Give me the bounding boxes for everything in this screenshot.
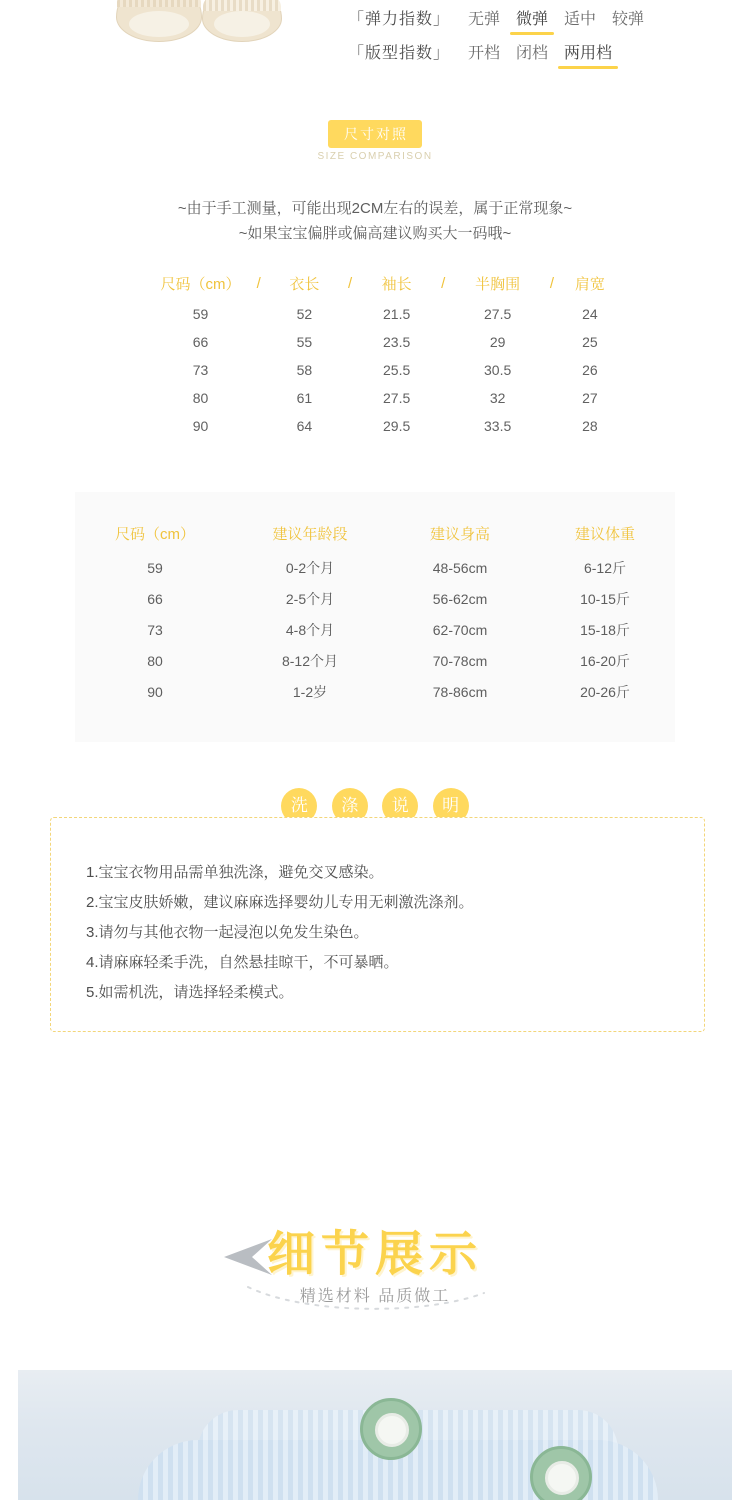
table-row bbox=[150, 412, 620, 440]
cell-length: 52 bbox=[296, 306, 313, 322]
cell-shoulder: 25 bbox=[582, 334, 598, 350]
measurement-header-size: 尺码（cm） bbox=[160, 275, 241, 293]
cell-weight: 6-12斤 bbox=[583, 559, 627, 576]
cell-age: 0-2个月 bbox=[285, 559, 335, 576]
recommendation-header-weight: 建议体重 bbox=[574, 525, 635, 543]
measurement-separator: / bbox=[549, 274, 555, 292]
cell-halfbust: 29 bbox=[489, 334, 506, 350]
photo-snap-button bbox=[530, 1446, 592, 1500]
cell-weight: 16-20斤 bbox=[580, 652, 630, 669]
cell-shoulder: 28 bbox=[582, 418, 598, 434]
table-row bbox=[75, 676, 675, 707]
table-row bbox=[150, 300, 620, 328]
cell-halfbust: 30.5 bbox=[484, 362, 512, 378]
pattern-option-0[interactable]: 开档 bbox=[468, 44, 501, 62]
measurement-notes bbox=[0, 196, 750, 246]
elasticity-option-3[interactable]: 较弹 bbox=[612, 10, 645, 28]
cell-halfbust: 33.5 bbox=[484, 418, 512, 434]
list-item: 3.请勿与其他衣物一起浸泡以免发生染色。 bbox=[86, 924, 369, 941]
top-strip bbox=[0, 0, 750, 78]
cell-sleeve: 25.5 bbox=[383, 362, 411, 378]
measurement-separator: / bbox=[441, 274, 446, 292]
elasticity-option-1[interactable]: 微弹 bbox=[508, 6, 556, 29]
cell-weight: 20-26斤 bbox=[580, 683, 630, 700]
cell-sleeve: 29.5 bbox=[383, 418, 411, 434]
cell-height: 62-70cm bbox=[432, 621, 488, 638]
measurement-note-1: ~由于手工测量，可能出现2CM左右的误差，属于正常现象~ bbox=[177, 200, 573, 217]
shoe-toe bbox=[129, 11, 190, 37]
measurement-note-2: ~如果宝宝偏胖或偏高建议购买大一码哦~ bbox=[238, 225, 512, 242]
elasticity-option-0[interactable]: 无弹 bbox=[468, 10, 501, 28]
recommendation-header-height: 建议身高 bbox=[429, 525, 490, 543]
shoe-left bbox=[116, 0, 202, 42]
cell-sleeve: 27.5 bbox=[383, 390, 411, 406]
cell-weight: 15-18斤 bbox=[580, 621, 630, 638]
cell-age: 4-8个月 bbox=[285, 621, 335, 638]
size-comparison-badge: 尺寸对照 bbox=[328, 120, 422, 148]
list-item: 4.请麻麻轻柔手洗，自然悬挂晾干，不可暴晒。 bbox=[86, 954, 399, 971]
recommendation-table-header bbox=[75, 514, 675, 552]
recommendation-table bbox=[75, 514, 675, 707]
cell-size: 59 bbox=[192, 306, 209, 322]
cell-height: 48-56cm bbox=[432, 559, 488, 576]
table-row bbox=[150, 356, 620, 384]
recommendation-header-age: 建议年龄段 bbox=[272, 525, 348, 543]
pattern-option-1[interactable]: 闭档 bbox=[516, 44, 549, 62]
size-comparison-heading bbox=[0, 120, 750, 162]
measurement-separator: / bbox=[256, 274, 261, 292]
photo-snap-button-inner bbox=[545, 1461, 579, 1495]
cell-shoulder: 24 bbox=[582, 306, 598, 322]
table-row bbox=[75, 645, 675, 676]
shoe-toe bbox=[214, 11, 270, 37]
cell-shoulder: 26 bbox=[582, 362, 598, 378]
cell-size: 80 bbox=[147, 652, 163, 669]
detail-display-subtitle: 精选材料 品质做工 bbox=[299, 1288, 451, 1305]
pattern-option-2[interactable]: 两用档 bbox=[556, 40, 620, 63]
detail-display-title: 细节展示 bbox=[266, 1228, 483, 1281]
wash-instructions-box bbox=[50, 817, 705, 1032]
cell-halfbust: 32 bbox=[489, 390, 506, 406]
cell-height: 56-62cm bbox=[432, 590, 488, 607]
list-item: 1.宝宝衣物用品需单独洗涤，避免交叉感染。 bbox=[86, 864, 384, 881]
size-comparison-badge-sub: SIZE COMPARISON bbox=[317, 151, 433, 162]
cell-length: 61 bbox=[296, 390, 313, 406]
baby-clothing-detail-photo bbox=[18, 1370, 732, 1500]
table-row bbox=[75, 614, 675, 645]
wash-title-char-4: 明 bbox=[433, 788, 469, 824]
cell-length: 64 bbox=[296, 418, 313, 434]
shoe-rib bbox=[117, 0, 201, 7]
cell-length: 58 bbox=[296, 362, 313, 378]
table-row bbox=[150, 328, 620, 356]
measurement-header-sleeve: 袖长 bbox=[381, 275, 412, 293]
wash-instructions-list bbox=[86, 858, 686, 1008]
wash-title-char-2: 涤 bbox=[332, 788, 368, 824]
list-item: 2.宝宝皮肤娇嫩，建议麻麻选择婴幼儿专用无刺激洗涤剂。 bbox=[86, 894, 474, 911]
table-row bbox=[75, 583, 675, 614]
photo-snap-button-inner bbox=[375, 1413, 409, 1447]
index-label-pattern: 「版型指数」 bbox=[348, 44, 451, 62]
measurement-header-length: 衣长 bbox=[289, 275, 320, 293]
recommendation-table-panel bbox=[75, 492, 675, 742]
cell-age: 1-2岁 bbox=[292, 683, 328, 700]
recommendation-header-size: 尺码（cm） bbox=[115, 525, 195, 543]
cell-height: 70-78cm bbox=[432, 652, 488, 669]
cell-sleeve: 21.5 bbox=[383, 306, 411, 322]
measurement-table-header bbox=[150, 266, 620, 300]
index-rows bbox=[348, 0, 738, 68]
index-label-elasticity: 「弹力指数」 bbox=[348, 10, 451, 28]
table-row bbox=[150, 384, 620, 412]
wash-title-char-1: 洗 bbox=[281, 788, 317, 824]
baby-shoes-photo bbox=[110, 0, 300, 54]
cell-age: 2-5个月 bbox=[285, 590, 335, 607]
measurement-table bbox=[150, 266, 620, 440]
detail-display-banner bbox=[0, 1215, 750, 1335]
cell-age: 8-12个月 bbox=[281, 652, 339, 669]
cell-size: 66 bbox=[147, 590, 163, 607]
photo-snap-button bbox=[360, 1398, 422, 1460]
cell-weight: 10-15斤 bbox=[580, 590, 630, 607]
cell-size: 90 bbox=[192, 418, 209, 434]
wash-title-char-3: 说 bbox=[382, 788, 418, 824]
cell-size: 73 bbox=[147, 621, 163, 638]
cell-length: 55 bbox=[296, 334, 313, 350]
cell-size: 90 bbox=[147, 683, 163, 700]
measurement-header-halfbust: 半胸围 bbox=[475, 275, 521, 293]
cell-size: 66 bbox=[192, 334, 209, 350]
cell-shoulder: 27 bbox=[582, 390, 598, 406]
cell-sleeve: 23.5 bbox=[383, 334, 411, 350]
index-row-elasticity bbox=[348, 0, 738, 34]
list-item: 5.如需机洗，请选择轻柔模式。 bbox=[86, 984, 294, 1001]
shoe-right bbox=[202, 0, 282, 42]
measurement-header-shoulder: 肩宽 bbox=[574, 275, 605, 293]
cell-size: 59 bbox=[147, 559, 163, 576]
cell-height: 78-86cm bbox=[432, 683, 488, 700]
elasticity-option-2[interactable]: 适中 bbox=[564, 10, 597, 28]
index-row-pattern bbox=[348, 34, 738, 68]
table-row bbox=[75, 552, 675, 583]
measurement-separator: / bbox=[347, 274, 353, 292]
shoe-rib bbox=[203, 0, 281, 11]
cell-size: 80 bbox=[192, 390, 209, 406]
cell-size: 73 bbox=[192, 362, 209, 378]
cell-halfbust: 27.5 bbox=[484, 306, 512, 322]
